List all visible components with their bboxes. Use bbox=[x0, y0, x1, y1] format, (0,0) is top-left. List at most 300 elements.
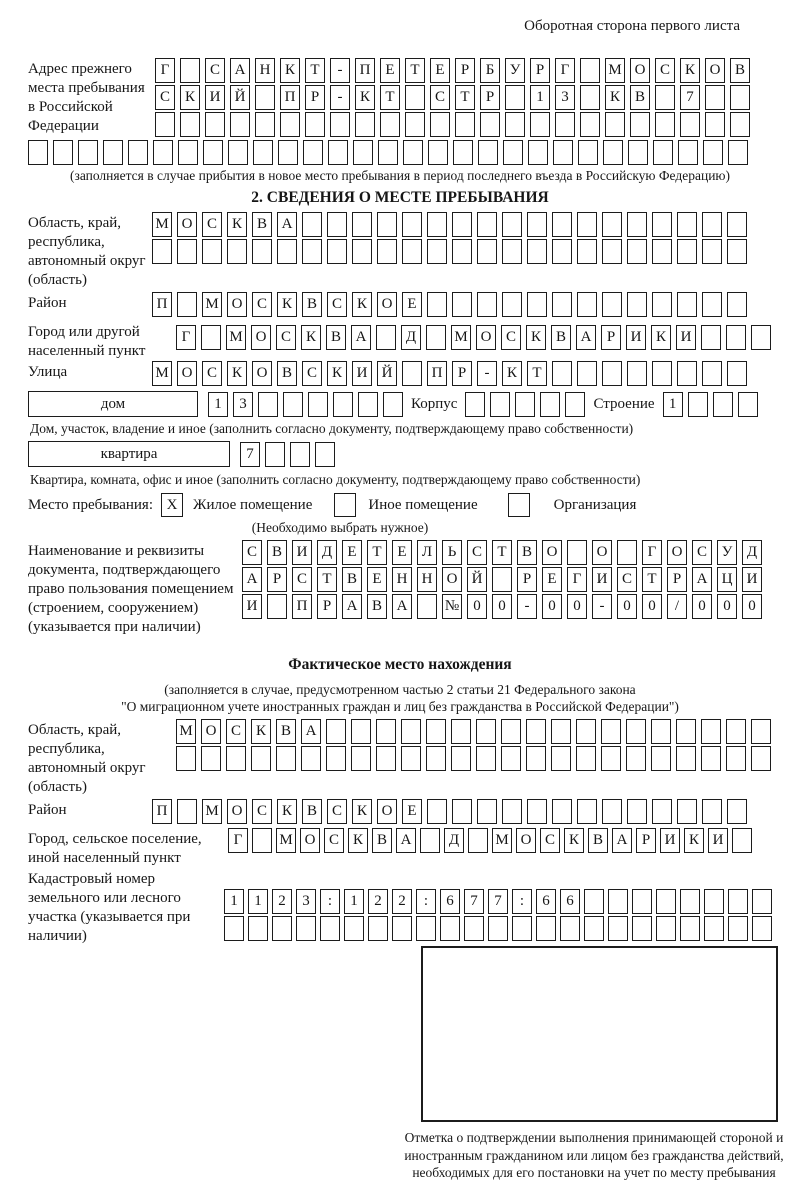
char-cell[interactable]: Ц bbox=[717, 567, 737, 592]
char-cell[interactable] bbox=[677, 239, 697, 264]
char-cell[interactable]: В bbox=[302, 799, 322, 824]
char-cell[interactable] bbox=[180, 58, 200, 83]
char-cell[interactable]: Т bbox=[455, 85, 475, 110]
char-cell[interactable] bbox=[680, 889, 700, 914]
char-cell[interactable] bbox=[402, 212, 422, 237]
char-cell[interactable] bbox=[380, 112, 400, 137]
char-cell[interactable] bbox=[476, 719, 496, 744]
char-cell[interactable]: 1 bbox=[224, 889, 244, 914]
char-cell[interactable] bbox=[552, 239, 572, 264]
char-cell[interactable]: Й bbox=[230, 85, 250, 110]
char-cell[interactable]: 2 bbox=[272, 889, 292, 914]
char-cell[interactable]: 7 bbox=[680, 85, 700, 110]
char-cell[interactable]: С bbox=[205, 58, 225, 83]
char-cell[interactable]: К bbox=[352, 292, 372, 317]
char-cell[interactable]: Б bbox=[480, 58, 500, 83]
char-cell[interactable] bbox=[383, 392, 403, 417]
char-cell[interactable] bbox=[480, 112, 500, 137]
char-cell[interactable]: Р bbox=[317, 594, 337, 619]
char-cell[interactable] bbox=[203, 140, 223, 165]
char-cell[interactable] bbox=[176, 746, 196, 771]
char-cell[interactable] bbox=[258, 392, 278, 417]
char-cell[interactable] bbox=[530, 112, 550, 137]
char-cell[interactable] bbox=[727, 212, 747, 237]
char-cell[interactable] bbox=[478, 140, 498, 165]
char-cell[interactable]: - bbox=[592, 594, 612, 619]
char-cell[interactable] bbox=[477, 212, 497, 237]
char-cell[interactable] bbox=[352, 212, 372, 237]
char-cell[interactable] bbox=[230, 112, 250, 137]
char-cell[interactable]: В bbox=[302, 292, 322, 317]
char-cell[interactable] bbox=[477, 239, 497, 264]
char-cell[interactable] bbox=[502, 239, 522, 264]
char-cell[interactable]: 0 bbox=[717, 594, 737, 619]
char-cell[interactable] bbox=[440, 916, 460, 941]
char-cell[interactable]: О bbox=[377, 292, 397, 317]
char-cell[interactable] bbox=[452, 799, 472, 824]
char-cell[interactable]: К bbox=[684, 828, 704, 853]
char-cell[interactable] bbox=[227, 239, 247, 264]
char-cell[interactable] bbox=[405, 85, 425, 110]
char-cell[interactable]: - bbox=[477, 361, 497, 386]
char-cell[interactable] bbox=[602, 239, 622, 264]
char-cell[interactable] bbox=[224, 916, 244, 941]
char-cell[interactable] bbox=[651, 746, 671, 771]
char-cell[interactable]: А bbox=[230, 58, 250, 83]
char-cell[interactable] bbox=[704, 916, 724, 941]
char-cell[interactable] bbox=[702, 212, 722, 237]
char-cell[interactable] bbox=[560, 916, 580, 941]
char-cell[interactable]: О bbox=[377, 799, 397, 824]
char-cell[interactable] bbox=[405, 112, 425, 137]
char-cell[interactable] bbox=[280, 112, 300, 137]
char-cell[interactable] bbox=[552, 212, 572, 237]
char-cell[interactable]: К bbox=[227, 212, 247, 237]
char-cell[interactable]: В bbox=[326, 325, 346, 350]
char-cell[interactable] bbox=[578, 140, 598, 165]
char-cell[interactable] bbox=[430, 112, 450, 137]
char-cell[interactable] bbox=[728, 916, 748, 941]
char-cell[interactable] bbox=[751, 325, 771, 350]
char-cell[interactable]: С bbox=[467, 540, 487, 565]
char-cell[interactable] bbox=[701, 719, 721, 744]
char-cell[interactable] bbox=[451, 719, 471, 744]
char-cell[interactable]: В bbox=[730, 58, 750, 83]
char-cell[interactable] bbox=[656, 916, 676, 941]
char-cell[interactable]: М bbox=[492, 828, 512, 853]
char-cell[interactable]: Р bbox=[636, 828, 656, 853]
char-cell[interactable] bbox=[602, 292, 622, 317]
char-cell[interactable] bbox=[226, 746, 246, 771]
char-cell[interactable]: С bbox=[324, 828, 344, 853]
char-cell[interactable]: М bbox=[226, 325, 246, 350]
char-cell[interactable]: Г bbox=[228, 828, 248, 853]
char-cell[interactable] bbox=[327, 212, 347, 237]
char-cell[interactable] bbox=[751, 719, 771, 744]
char-cell[interactable] bbox=[464, 916, 484, 941]
char-cell[interactable] bbox=[727, 292, 747, 317]
char-cell[interactable] bbox=[627, 239, 647, 264]
char-cell[interactable] bbox=[451, 746, 471, 771]
char-cell[interactable] bbox=[376, 325, 396, 350]
char-cell[interactable] bbox=[355, 112, 375, 137]
char-cell[interactable]: С bbox=[292, 567, 312, 592]
char-cell[interactable]: И bbox=[592, 567, 612, 592]
char-cell[interactable] bbox=[402, 239, 422, 264]
char-cell[interactable] bbox=[602, 799, 622, 824]
char-cell[interactable] bbox=[601, 746, 621, 771]
char-cell[interactable] bbox=[501, 746, 521, 771]
char-cell[interactable]: С bbox=[692, 540, 712, 565]
char-cell[interactable]: М bbox=[176, 719, 196, 744]
char-cell[interactable] bbox=[302, 239, 322, 264]
char-cell[interactable] bbox=[552, 361, 572, 386]
char-cell[interactable]: Д bbox=[742, 540, 762, 565]
char-cell[interactable] bbox=[677, 361, 697, 386]
char-cell[interactable]: / bbox=[667, 594, 687, 619]
char-cell[interactable] bbox=[676, 719, 696, 744]
char-cell[interactable] bbox=[505, 85, 525, 110]
char-cell[interactable]: Т bbox=[305, 58, 325, 83]
char-cell[interactable] bbox=[326, 746, 346, 771]
char-cell[interactable] bbox=[702, 361, 722, 386]
char-cell[interactable] bbox=[726, 719, 746, 744]
char-cell[interactable]: Е bbox=[402, 799, 422, 824]
char-cell[interactable]: 1 bbox=[663, 392, 683, 417]
char-cell[interactable]: 6 bbox=[536, 889, 556, 914]
char-cell[interactable] bbox=[584, 916, 604, 941]
char-cell[interactable]: 1 bbox=[530, 85, 550, 110]
checkbox-residential[interactable]: X bbox=[161, 493, 183, 517]
char-cell[interactable] bbox=[177, 239, 197, 264]
char-cell[interactable]: А bbox=[242, 567, 262, 592]
char-cell[interactable]: К bbox=[327, 361, 347, 386]
char-cell[interactable]: О bbox=[177, 361, 197, 386]
char-cell[interactable] bbox=[552, 292, 572, 317]
char-cell[interactable]: К bbox=[651, 325, 671, 350]
char-cell[interactable]: А bbox=[692, 567, 712, 592]
char-cell[interactable]: К bbox=[180, 85, 200, 110]
char-cell[interactable] bbox=[452, 239, 472, 264]
char-cell[interactable]: С bbox=[302, 361, 322, 386]
char-cell[interactable]: 0 bbox=[742, 594, 762, 619]
char-cell[interactable] bbox=[326, 719, 346, 744]
char-cell[interactable] bbox=[330, 112, 350, 137]
checkbox-other-premises[interactable] bbox=[334, 493, 356, 517]
char-cell[interactable] bbox=[453, 140, 473, 165]
char-cell[interactable]: 0 bbox=[492, 594, 512, 619]
char-cell[interactable]: М bbox=[276, 828, 296, 853]
char-cell[interactable] bbox=[272, 916, 292, 941]
char-cell[interactable] bbox=[376, 746, 396, 771]
char-cell[interactable] bbox=[738, 392, 758, 417]
char-cell[interactable] bbox=[403, 140, 423, 165]
char-cell[interactable]: - bbox=[330, 58, 350, 83]
char-cell[interactable] bbox=[752, 889, 772, 914]
char-cell[interactable]: 0 bbox=[642, 594, 662, 619]
char-cell[interactable]: П bbox=[292, 594, 312, 619]
char-cell[interactable]: Г bbox=[555, 58, 575, 83]
char-cell[interactable] bbox=[267, 594, 287, 619]
char-cell[interactable] bbox=[501, 719, 521, 744]
char-cell[interactable] bbox=[426, 325, 446, 350]
char-cell[interactable] bbox=[392, 916, 412, 941]
char-cell[interactable] bbox=[377, 239, 397, 264]
char-cell[interactable] bbox=[526, 746, 546, 771]
char-cell[interactable] bbox=[602, 361, 622, 386]
char-cell[interactable]: Д bbox=[317, 540, 337, 565]
char-cell[interactable]: Г bbox=[642, 540, 662, 565]
char-cell[interactable]: Т bbox=[527, 361, 547, 386]
char-cell[interactable]: М bbox=[202, 292, 222, 317]
char-cell[interactable]: - bbox=[517, 594, 537, 619]
char-cell[interactable] bbox=[727, 361, 747, 386]
char-cell[interactable] bbox=[630, 112, 650, 137]
char-cell[interactable] bbox=[680, 112, 700, 137]
char-cell[interactable] bbox=[553, 140, 573, 165]
char-cell[interactable]: К bbox=[277, 292, 297, 317]
char-cell[interactable]: 7 bbox=[464, 889, 484, 914]
char-cell[interactable] bbox=[476, 746, 496, 771]
char-cell[interactable] bbox=[605, 112, 625, 137]
char-cell[interactable] bbox=[632, 889, 652, 914]
char-cell[interactable]: 0 bbox=[617, 594, 637, 619]
char-cell[interactable] bbox=[177, 799, 197, 824]
char-cell[interactable]: О bbox=[476, 325, 496, 350]
char-cell[interactable] bbox=[308, 392, 328, 417]
char-cell[interactable]: Г bbox=[176, 325, 196, 350]
char-cell[interactable]: Р bbox=[530, 58, 550, 83]
char-cell[interactable] bbox=[580, 85, 600, 110]
char-cell[interactable]: П bbox=[152, 799, 172, 824]
char-cell[interactable]: Т bbox=[642, 567, 662, 592]
char-cell[interactable]: О bbox=[516, 828, 536, 853]
char-cell[interactable]: В bbox=[267, 540, 287, 565]
char-cell[interactable]: : bbox=[320, 889, 340, 914]
char-cell[interactable] bbox=[502, 799, 522, 824]
char-cell[interactable]: Е bbox=[430, 58, 450, 83]
char-cell[interactable] bbox=[378, 140, 398, 165]
char-cell[interactable] bbox=[726, 746, 746, 771]
char-cell[interactable]: 0 bbox=[467, 594, 487, 619]
char-cell[interactable]: О bbox=[705, 58, 725, 83]
char-cell[interactable] bbox=[427, 799, 447, 824]
char-cell[interactable]: 0 bbox=[542, 594, 562, 619]
char-cell[interactable]: И bbox=[242, 594, 262, 619]
char-cell[interactable] bbox=[678, 140, 698, 165]
char-cell[interactable] bbox=[676, 746, 696, 771]
char-cell[interactable]: О bbox=[227, 799, 247, 824]
char-cell[interactable]: О bbox=[227, 292, 247, 317]
char-cell[interactable] bbox=[201, 325, 221, 350]
char-cell[interactable] bbox=[53, 140, 73, 165]
char-cell[interactable] bbox=[452, 292, 472, 317]
char-cell[interactable]: К bbox=[280, 58, 300, 83]
char-cell[interactable] bbox=[515, 392, 535, 417]
char-cell[interactable] bbox=[452, 212, 472, 237]
char-cell[interactable] bbox=[333, 392, 353, 417]
char-cell[interactable] bbox=[490, 392, 510, 417]
char-cell[interactable] bbox=[703, 140, 723, 165]
char-cell[interactable] bbox=[283, 392, 303, 417]
char-cell[interactable]: Е bbox=[380, 58, 400, 83]
char-cell[interactable] bbox=[201, 746, 221, 771]
checkbox-organization[interactable] bbox=[508, 493, 530, 517]
char-cell[interactable]: В bbox=[372, 828, 392, 853]
char-cell[interactable] bbox=[626, 719, 646, 744]
char-cell[interactable] bbox=[255, 85, 275, 110]
char-cell[interactable] bbox=[128, 140, 148, 165]
char-cell[interactable] bbox=[656, 889, 676, 914]
char-cell[interactable] bbox=[290, 442, 310, 467]
char-cell[interactable] bbox=[577, 361, 597, 386]
char-cell[interactable]: Н bbox=[417, 567, 437, 592]
char-cell[interactable] bbox=[255, 112, 275, 137]
char-cell[interactable] bbox=[427, 212, 447, 237]
char-cell[interactable]: 1 bbox=[248, 889, 268, 914]
char-cell[interactable]: Р bbox=[452, 361, 472, 386]
char-cell[interactable]: - bbox=[330, 85, 350, 110]
char-cell[interactable]: Р bbox=[480, 85, 500, 110]
char-cell[interactable] bbox=[702, 292, 722, 317]
char-cell[interactable]: Е bbox=[367, 567, 387, 592]
char-cell[interactable]: П bbox=[152, 292, 172, 317]
char-cell[interactable]: 1 bbox=[344, 889, 364, 914]
char-cell[interactable] bbox=[368, 916, 388, 941]
char-cell[interactable] bbox=[344, 916, 364, 941]
char-cell[interactable] bbox=[527, 292, 547, 317]
char-cell[interactable]: А bbox=[342, 594, 362, 619]
char-cell[interactable] bbox=[465, 392, 485, 417]
char-cell[interactable] bbox=[276, 746, 296, 771]
char-cell[interactable] bbox=[653, 140, 673, 165]
char-cell[interactable]: С bbox=[540, 828, 560, 853]
char-cell[interactable]: И bbox=[205, 85, 225, 110]
char-cell[interactable] bbox=[526, 719, 546, 744]
char-cell[interactable] bbox=[552, 799, 572, 824]
char-cell[interactable] bbox=[540, 392, 560, 417]
char-cell[interactable] bbox=[265, 442, 285, 467]
char-cell[interactable] bbox=[353, 140, 373, 165]
char-cell[interactable] bbox=[652, 799, 672, 824]
char-cell[interactable]: Н bbox=[392, 567, 412, 592]
char-cell[interactable]: В bbox=[277, 361, 297, 386]
char-cell[interactable] bbox=[505, 112, 525, 137]
char-cell[interactable] bbox=[576, 719, 596, 744]
char-cell[interactable] bbox=[153, 140, 173, 165]
char-cell[interactable] bbox=[305, 112, 325, 137]
char-cell[interactable] bbox=[28, 140, 48, 165]
char-cell[interactable] bbox=[302, 212, 322, 237]
char-cell[interactable]: С bbox=[252, 799, 272, 824]
char-cell[interactable] bbox=[702, 799, 722, 824]
char-cell[interactable]: 6 bbox=[440, 889, 460, 914]
char-cell[interactable] bbox=[512, 916, 532, 941]
char-cell[interactable] bbox=[78, 140, 98, 165]
char-cell[interactable]: № bbox=[442, 594, 462, 619]
char-cell[interactable]: В bbox=[551, 325, 571, 350]
char-cell[interactable]: С bbox=[501, 325, 521, 350]
char-cell[interactable]: Т bbox=[380, 85, 400, 110]
char-cell[interactable]: И bbox=[626, 325, 646, 350]
char-cell[interactable]: 3 bbox=[233, 392, 253, 417]
char-cell[interactable] bbox=[752, 916, 772, 941]
char-cell[interactable] bbox=[730, 85, 750, 110]
char-cell[interactable]: 1 bbox=[208, 392, 228, 417]
char-cell[interactable]: С bbox=[252, 292, 272, 317]
char-cell[interactable] bbox=[528, 140, 548, 165]
char-cell[interactable]: О bbox=[542, 540, 562, 565]
char-cell[interactable]: Д bbox=[401, 325, 421, 350]
char-cell[interactable]: : bbox=[416, 889, 436, 914]
char-cell[interactable]: Д bbox=[444, 828, 464, 853]
char-cell[interactable]: 2 bbox=[392, 889, 412, 914]
char-cell[interactable] bbox=[577, 292, 597, 317]
char-cell[interactable] bbox=[601, 719, 621, 744]
char-cell[interactable] bbox=[427, 292, 447, 317]
char-cell[interactable]: 2 bbox=[368, 889, 388, 914]
char-cell[interactable]: М bbox=[152, 361, 172, 386]
char-cell[interactable] bbox=[351, 746, 371, 771]
char-cell[interactable]: Р bbox=[601, 325, 621, 350]
char-cell[interactable] bbox=[152, 239, 172, 264]
char-cell[interactable] bbox=[155, 112, 175, 137]
char-cell[interactable]: Р bbox=[517, 567, 537, 592]
char-cell[interactable] bbox=[677, 799, 697, 824]
char-cell[interactable]: : bbox=[512, 889, 532, 914]
char-cell[interactable] bbox=[177, 292, 197, 317]
char-cell[interactable]: О bbox=[300, 828, 320, 853]
char-cell[interactable]: У bbox=[505, 58, 525, 83]
char-cell[interactable]: П bbox=[280, 85, 300, 110]
char-cell[interactable] bbox=[677, 212, 697, 237]
char-cell[interactable]: О bbox=[252, 361, 272, 386]
char-cell[interactable] bbox=[315, 442, 335, 467]
char-cell[interactable] bbox=[576, 746, 596, 771]
char-cell[interactable] bbox=[701, 746, 721, 771]
char-cell[interactable]: Т bbox=[367, 540, 387, 565]
char-cell[interactable] bbox=[502, 292, 522, 317]
char-cell[interactable] bbox=[278, 140, 298, 165]
char-cell[interactable] bbox=[202, 239, 222, 264]
char-cell[interactable] bbox=[655, 85, 675, 110]
char-cell[interactable] bbox=[617, 540, 637, 565]
char-cell[interactable]: К bbox=[502, 361, 522, 386]
char-cell[interactable] bbox=[728, 889, 748, 914]
char-cell[interactable]: П bbox=[427, 361, 447, 386]
char-cell[interactable] bbox=[730, 112, 750, 137]
char-cell[interactable] bbox=[608, 916, 628, 941]
char-cell[interactable] bbox=[705, 112, 725, 137]
char-cell[interactable]: Т bbox=[492, 540, 512, 565]
char-cell[interactable] bbox=[253, 140, 273, 165]
char-cell[interactable]: Г bbox=[155, 58, 175, 83]
char-cell[interactable] bbox=[228, 140, 248, 165]
char-cell[interactable] bbox=[608, 889, 628, 914]
char-cell[interactable] bbox=[402, 361, 422, 386]
char-cell[interactable] bbox=[352, 239, 372, 264]
char-cell[interactable] bbox=[428, 140, 448, 165]
char-cell[interactable] bbox=[555, 112, 575, 137]
char-cell[interactable] bbox=[713, 392, 733, 417]
char-cell[interactable]: С bbox=[242, 540, 262, 565]
char-cell[interactable]: И bbox=[660, 828, 680, 853]
char-cell[interactable]: Е bbox=[402, 292, 422, 317]
char-cell[interactable] bbox=[248, 916, 268, 941]
char-cell[interactable] bbox=[603, 140, 623, 165]
char-cell[interactable]: У bbox=[717, 540, 737, 565]
char-cell[interactable] bbox=[426, 719, 446, 744]
